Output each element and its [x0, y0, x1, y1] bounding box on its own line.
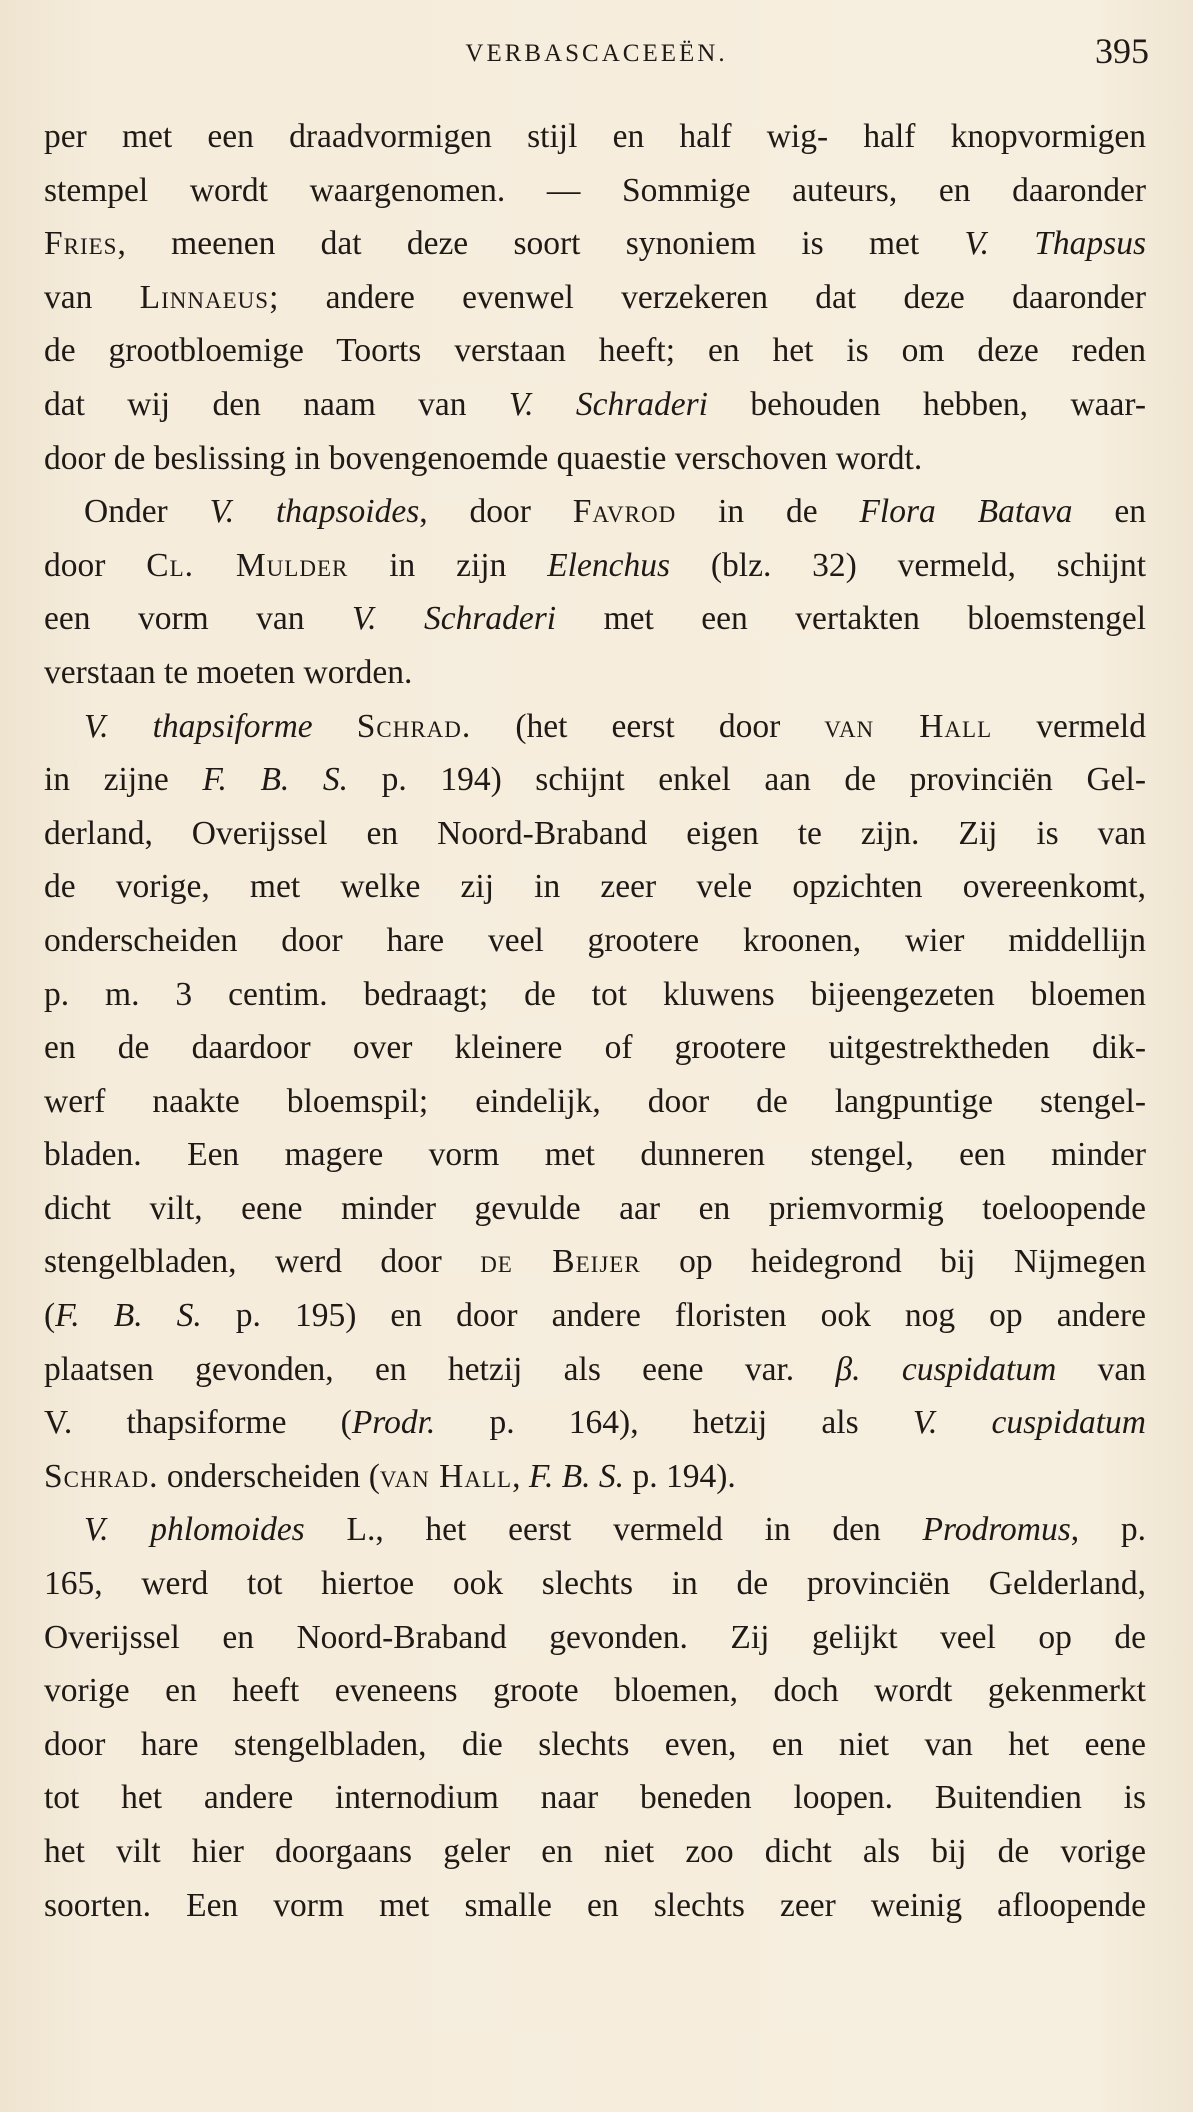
text-line [44, 1075, 1146, 1129]
small-caps-name: van Hall [824, 707, 993, 745]
text-line [44, 1664, 1146, 1718]
text-line [44, 646, 1146, 700]
italic-text: Prodr. [351, 1404, 436, 1442]
text-segment: werf naakte bloemspil; eindelijk, door de langpuntige stengel- [44, 1082, 1146, 1120]
text-line [44, 1343, 1146, 1397]
text-segment: behouden hebben, waar- [707, 385, 1146, 423]
text-line [44, 539, 1146, 593]
text-segment: p. 195) en door andere floristen ook nog op andere [201, 1297, 1146, 1335]
text-line [44, 1557, 1146, 1611]
text-segment: Onder [84, 493, 210, 531]
italic-text: F. B. S. [202, 761, 349, 799]
text-segment: van [44, 278, 140, 316]
text-line [44, 1771, 1146, 1825]
text-segment: derland, Overijssel en Noord-Braband eigen te zijn. Zij is van [44, 814, 1146, 852]
text-segment: plaatsen gevonden, en hetzij als eene var. [44, 1350, 836, 1388]
text-segment: stempel wordt waargenomen. — Sommige auteurs, en daaronder [44, 171, 1146, 209]
text-segment: p. 194) schijnt enkel aan de provinciën Gel- [348, 761, 1146, 799]
text-line [44, 1021, 1146, 1075]
small-caps-name: Schrad. [356, 707, 472, 745]
text-segment: , meenen dat deze soort synoniem is met [117, 225, 965, 263]
text-segment: en [1072, 493, 1146, 531]
italic-text: V. cuspidatum [912, 1404, 1146, 1442]
text-line [44, 1611, 1146, 1665]
text-line [44, 110, 1146, 164]
text-segment: per met een draadvormigen stijl en half wig- half knopvormigen [44, 118, 1146, 155]
text-line [44, 860, 1146, 914]
small-caps-name: van Hall [379, 1457, 513, 1495]
text-line [44, 592, 1146, 646]
small-caps-name: Favrod [572, 493, 677, 531]
italic-text: V. phlomoides [84, 1511, 305, 1549]
page-number: 395 [1095, 31, 1149, 71]
running-head-title: VERBASCACEEËN. [465, 40, 728, 67]
text-segment: soorten. Een vorm met smalle en slechts zeer weinig afloopende [44, 1886, 1146, 1924]
text-line [44, 1718, 1146, 1772]
text-segment: een vorm van [44, 600, 352, 638]
text-line [44, 1289, 1146, 1343]
text-segment: verstaan te moeten worden. [44, 653, 413, 691]
text-segment: met een vertakten bloemstengel [556, 600, 1146, 638]
text-line [44, 1503, 1146, 1557]
italic-text: V. Schraderi [352, 600, 557, 638]
text-segment: p. 164), hetzij als [435, 1404, 913, 1442]
small-caps-name: Cl. Mulder [146, 546, 349, 584]
text-segment: tot het andere internodium naar beneden loopen. Buitendien is [44, 1779, 1146, 1817]
small-caps-name: Fries [44, 225, 118, 263]
text-segment: p. m. 3 centim. bedraagt; de tot kluwens bijeengezeten bloemen [44, 975, 1146, 1013]
text-line [44, 164, 1146, 218]
text-line [44, 432, 1146, 486]
text-line [44, 753, 1146, 807]
text-segment: , [512, 1457, 529, 1495]
italic-text: V. Thapsus [964, 225, 1146, 263]
text-line [44, 968, 1146, 1022]
text-line [44, 1235, 1146, 1289]
text-line [44, 1128, 1146, 1182]
text-segment: de vorige, met welke zij in zeer vele opzichten overeenkomt, [44, 868, 1146, 906]
text-line [44, 1825, 1146, 1879]
running-head [44, 30, 1149, 76]
text-segment: door de beslissing in bovengenoemde quaestie verschoven wordt. [44, 439, 923, 477]
text-segment: L., het eerst vermeld in den [304, 1511, 923, 1549]
body-text [44, 110, 1146, 1932]
text-segment: door hare stengelbladen, die slechts even, en niet van het eene [44, 1725, 1146, 1763]
text-segment: vermeld [992, 707, 1146, 745]
text-segment: van [1056, 1350, 1146, 1388]
text-segment: p. 194). [624, 1457, 736, 1495]
text-segment: onderscheiden ( [158, 1457, 380, 1495]
text-line [44, 1396, 1146, 1450]
text-segment: in zijne [44, 761, 203, 799]
text-segment: in de [676, 493, 860, 531]
text-segment: in zijn [348, 546, 548, 584]
text-segment: en de daardoor over kleinere of grootere uitgestrektheden dik- [44, 1029, 1146, 1067]
italic-text: F. B. S. [55, 1297, 202, 1335]
text-segment: , door [419, 493, 573, 531]
text-line [44, 485, 1146, 539]
small-caps-name: de Beijer [480, 1243, 641, 1281]
text-segment: bladen. Een magere vorm met dunneren stengel, een minder [44, 1136, 1146, 1174]
text-segment: ; andere evenwel verzekeren dat deze daaronder [269, 278, 1146, 316]
text-line [44, 1182, 1146, 1236]
text-segment: dat wij den naam van [44, 385, 509, 423]
text-line [44, 1450, 1146, 1504]
text-segment: het vilt hier doorgaans geler en niet zoo dicht als bij de vorige [44, 1833, 1146, 1870]
italic-text: Prodromus [922, 1511, 1071, 1549]
text-line [44, 1879, 1146, 1933]
text-line [44, 700, 1146, 754]
small-caps-name: Linnaeus [139, 278, 270, 316]
text-line [44, 914, 1146, 968]
text-segment: , p. [1070, 1511, 1146, 1549]
text-segment: 165, werd tot hiertoe ook slechts in de provinciën Gelderland, [44, 1565, 1146, 1603]
small-caps-name: Schrad. [44, 1457, 159, 1495]
italic-text: Elenchus [547, 546, 670, 584]
text-segment [313, 708, 357, 745]
text-segment: (het eerst door [471, 707, 825, 745]
text-segment: ( [44, 1297, 56, 1335]
text-segment: onderscheiden door hare veel grootere kroonen, wier middellijn [44, 921, 1146, 959]
text-segment: stengelbladen, werd door [44, 1243, 481, 1281]
text-segment: dicht vilt, eene minder gevulde aar en priemvormig toeloopende [44, 1189, 1146, 1227]
text-line [44, 378, 1146, 432]
text-line [44, 807, 1146, 861]
italic-text: V. Schraderi [508, 385, 708, 423]
text-line [44, 217, 1146, 271]
text-segment: (blz. 32) vermeld, schijnt [670, 546, 1146, 584]
italic-text: β. cuspidatum [835, 1350, 1057, 1388]
text-segment: de grootbloemige Toorts verstaan heeft; en het is om deze reden [44, 332, 1146, 370]
italic-text: Flora Batava [859, 493, 1073, 531]
text-segment: door [44, 546, 147, 584]
text-segment: op heidegrond bij Nijmegen [640, 1243, 1146, 1281]
text-segment: vorige en heeft eveneens groote bloemen, doch wordt gekenmerkt [44, 1672, 1146, 1710]
italic-text: V. thapsiforme [84, 707, 313, 745]
text-line [44, 324, 1146, 378]
text-segment: V. thapsiforme ( [44, 1404, 352, 1442]
text-segment: Overijssel en Noord-Braband gevonden. Zij gelijkt veel op de [44, 1618, 1146, 1656]
italic-text: V. thapsoides [209, 493, 420, 531]
italic-text: F. B. S. [528, 1457, 625, 1495]
text-line [44, 271, 1146, 325]
